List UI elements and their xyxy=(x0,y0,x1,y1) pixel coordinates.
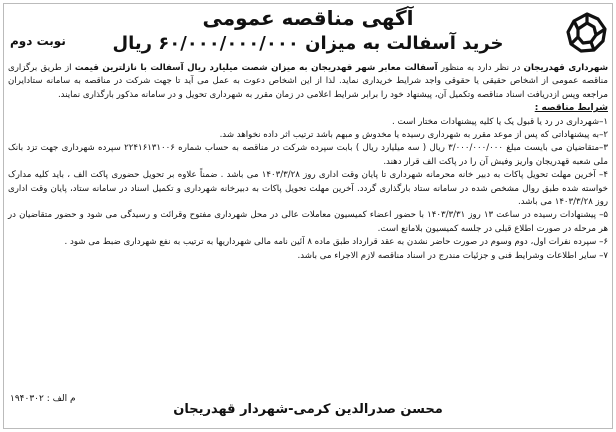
intro-text-1: در نظر دارد به منظور xyxy=(437,63,524,73)
intro-text-bold: آسفالت معابر شهر قهدریجان به میزان شصت میلیارد ریال آسفالت با نازلترین قیمت xyxy=(74,63,438,73)
page-subtitle: خرید آسفالت به میزان ۶۰/۰۰۰/۰۰۰/۰۰۰ ریال xyxy=(112,33,504,54)
page-title: آگهی مناقصه عمومی xyxy=(202,6,414,30)
condition-item: ۷– سایر اطلاعات وشرایط فنی و جزئیات مندرج در اسناد مناقصه لازم الاجراء می باشد. xyxy=(297,250,608,261)
condition-item: ۴– آخرین مهلت تحویل پاکات به دبیر خانه محرمانه شهرداری تا پایان وقت اداری روز ۱۴۰۳/۳/۲۸ می باشد . ضمناً علاوه بر تحویل حضوری پاکت الف ، باید کلیه مدارک خواسته شده طبق روال مشخص شده در سامانه ستاد بارگذاری گردد. آخرین مهلت تحویل پاکات به دبیرخانه شهرداری و تکمیل اسناد در سامانه ستاد، پایان وقت اداری روز ۱۴۰۳/۳/۲۸ می باشد. xyxy=(8,170,608,208)
round-label: نوبت دوم xyxy=(10,34,66,48)
signature: محسن صدرالدین کرمی-شهردار قهدریجان xyxy=(173,402,443,417)
intro-paragraph xyxy=(8,62,608,102)
condition-item: ۱–شهرداری در رد یا قبول یک یا کلیه پیشنهادات مختار است . xyxy=(392,116,608,127)
condition-item: ۳–متقاضیان می بایست مبلغ ۳/۰۰۰/۰۰۰/۰۰۰ ریال ( سه میلیارد ریال ) بابت سپرده شرکت در مناقصه به حساب شماره ۲۲۴۱۶۱۳۱۰۰۶ سپرده شهرداری جهت تزد بانک ملی شعبه قهدریجان واریز وفیش آن را در پاکت الف قرار دهند. xyxy=(8,143,608,167)
condition-item: ۲–به پیشنهاداتی که پس از موعد مقرر به شهرداری رسیده یا مخدوش و مبهم باشد ترتیب اثر داده نخواهد شد. xyxy=(219,130,608,141)
condition-item: ۶– سپرده نفرات اول، دوم وسوم در صورت حاضر نشدن به عقد قرارداد طبق ماده ۸ آئین نامه مالی شهرداریها به ترتیب به نفع شهرداری ضبط می شود . xyxy=(64,237,608,248)
reference-number: م الف : ۱۹۴۰۳۰۲ xyxy=(10,394,76,404)
conditions-title: شرایط مناقصه : xyxy=(534,103,608,114)
intro-text-end: از طریق برگزاری مناقصه عمومی از اشخاص حقیقی یا حقوقی واجد شرایط خریداری نماید. لذا از این اشخاص دعوت به عمل می آید تا جهت شرکت در مناقصه به سامانه ستادایران مراجعه وپس ازدریافت اسناد مناقصه وتکمیل آن، پیشنهاد خود را برابر شرایط اعلامی در زمان مقرر به شهرداری تحویل و در سامانه مذکور بارگذاری نمایند. xyxy=(8,63,608,100)
org-name: شهرداری قهدریجان xyxy=(523,63,609,73)
condition-item: ۵– پیشنهادات رسیده در ساعت ۱۳ روز ۱۴۰۳/۳/۳۱ با حضور اعضاء کمیسیون معاملات عالی در محل شهرداری مفتوح وقرائت و رسیدگی می شود و حضور متقاضیان در هر مرحله در صورت اطلاع قبلی در جلسه کمیسیون بلامانع است. xyxy=(8,210,608,234)
announcement-body xyxy=(8,62,608,263)
header xyxy=(0,0,616,60)
